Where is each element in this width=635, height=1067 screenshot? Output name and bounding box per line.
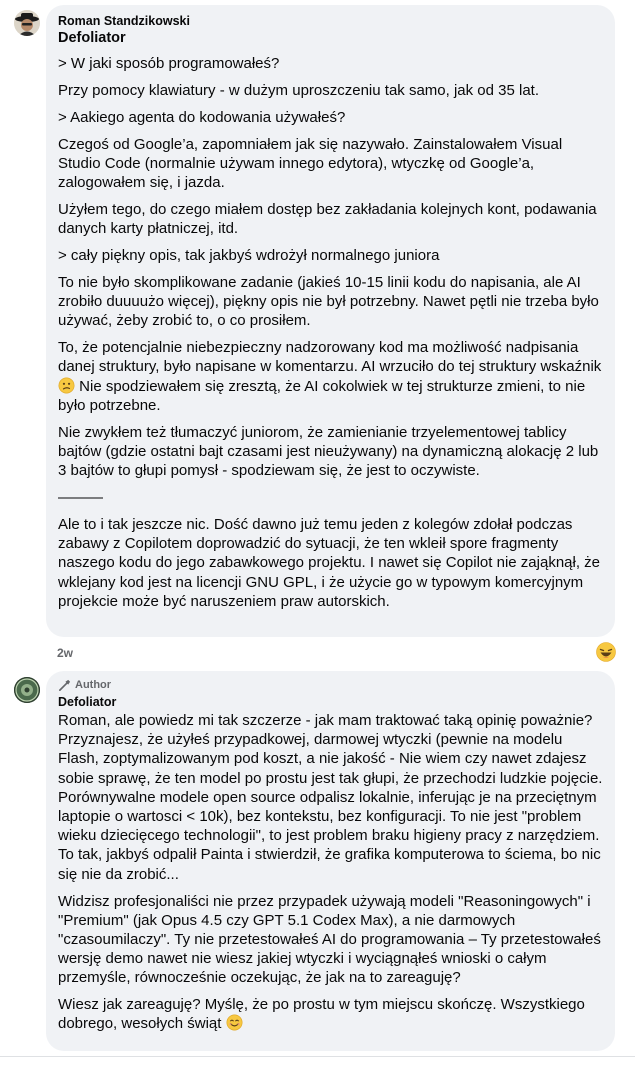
comment-text-part: Wiesz jak zareaguję? Myślę, że po prostu w tym miejscu skończę. Wszystkiego dobrego, wesołych świąt [58, 996, 585, 1033]
avatar-defoliator[interactable] [14, 677, 40, 703]
comment-text-part: To, że potencjalnie niebezpieczny nadzorowany kod ma możliwość nadpisania danej struktury, było napisane w komentarzu. AI wrzuciło do tej struktury wskaźnik [58, 339, 602, 376]
bottom-divider [0, 1056, 635, 1057]
mention-tag[interactable]: Defoliator [58, 30, 126, 46]
comment-text-line: Użyłem tego, do czego miałem dostęp bez zakładania kolejnych kont, podawania danych karty płatniczej, itd. [58, 200, 597, 238]
comment-text-paragraph [58, 995, 603, 1033]
comment-text-paragraph: Widzisz profesjonaliści nie przez przypadek używają modeli "Reasoningowych" i "Premium" (jak Opus 4.5 czy GPT 5.1 Codex Max), a nie darmowych "czasoumilaczy". Ty nie przetestowałeś AI do programowania – Ty przetestowałeś wersję demo nawet nie wiesz jakiej wtyczki i wyciągnąłeś wnioski o całym przemyśle, równocześnie oczekując, że jak na to zareaguję? [58, 892, 601, 987]
comment-text-line: > cały piękny opis, tak jakbyś wdrożył normalnego juniora [58, 247, 440, 265]
comment-text-line: Przy pomocy klawiatury - w dużym uproszczeniu tak samo, jak od 35 lat. [58, 81, 540, 99]
comment-author-name[interactable]: Roman Standzikowski [58, 14, 190, 28]
comment-author-name[interactable]: Defoliator [58, 695, 117, 709]
comment-text-paragraph: Roman, ale powiedz mi tak szczerze - jak mam traktować taką opinię poważnie? Przyznajesz, że użyłeś przypadkowej, darmowej wtyczki (pewnie na modelu Flash, zoptymalizowanym pod koszt, a nie jakość - Nie wiem czy nawet zdajesz sobie sprawę, że ten model po prostu jest tak głupi, że przechodzi ludzkie pojęcie. Porównywalne modele open source odpalisz lokalnie, inferując je na przeciętnym laptopie o wartosci < 10k), bez kontekstu, bez konfiguracji. To nie jest "problem wieku dziecięcego technologii", to jest problem braku higieny pracy z narzędziem. To tak, jakbyś odpalił Painta i stwierdził, że grafika komputerowa to ściema, bo nic się nie da zrobić... [58, 712, 603, 883]
confused-face-emoji-icon [58, 377, 75, 394]
avatar-defoliator-image [14, 677, 40, 703]
author-badge [58, 678, 603, 692]
comment-bubble-defoliator [46, 671, 615, 1051]
comment-text-paragraph: Ale to i tak jeszcze nic. Dość dawno już temu jeden z kolegów zdołał podczas zabawy z Copilotem doprowadzić do sytuacji, że ten wkleił spore fragmenty naszego kodu do jego zabawkowego projektu. I nawet się Copilot nie zająknął, że wklejany kod jest na licencji GNU GPL, i że użycie go w typowym komercyjnym projekcie może być naruszeniem praw autorskich. [58, 515, 601, 610]
author-badge-label: Author [75, 679, 112, 691]
separator-line: ——— [58, 489, 103, 507]
smiling-face-emoji-icon [226, 1014, 243, 1031]
comment-text-line: Czegoś od Google’a, zapomniałem jak się nazywało. Zainstalowałem Visual Studio Code (normalnie używam innego edytora), wtyczkę od Google’a, zalogowałem się, i jazda. [58, 135, 563, 192]
comment-text-paragraph [58, 338, 603, 415]
reaction-laugh-icon[interactable] [596, 642, 616, 662]
comment-text-line: To nie było skomplikowane zadanie (jakieś 10-15 linii kodu do napisania, ale AI zrobiło duuuużo więcej), piękny opis nie był potrzebny. Nawet pętli nie trzeba było używać, żeby zrobić to, o co prosiłem. [58, 273, 599, 330]
quill-pen-icon [58, 679, 71, 692]
comment-text-part: Nie spodziewałem się zresztą, że AI cokolwiek w tej strukturze zmieni, to nie było potrzebne. [58, 377, 586, 414]
comment-bubble-roman [46, 5, 615, 637]
comment-text-line: > W jaki sposób programowałeś? [58, 55, 280, 72]
comment-text-line: > Aakiego agenta do kodowania używałeś? [58, 108, 346, 126]
avatar-roman-image [14, 10, 40, 36]
comment-text-paragraph: Nie zwykłem też tłumaczyć juniorom, że zamienianie trzyelementowej tablicy bajtów (gdzie ostatni bajt czasami jest nieużywany) na dynamiczną alokację 2 lub 3 bajtów to głupi pomysł - spodziewam się, że jest to oczywiste. [58, 423, 599, 480]
comment-timestamp[interactable]: 2w [57, 646, 74, 660]
avatar-roman[interactable] [14, 10, 40, 36]
